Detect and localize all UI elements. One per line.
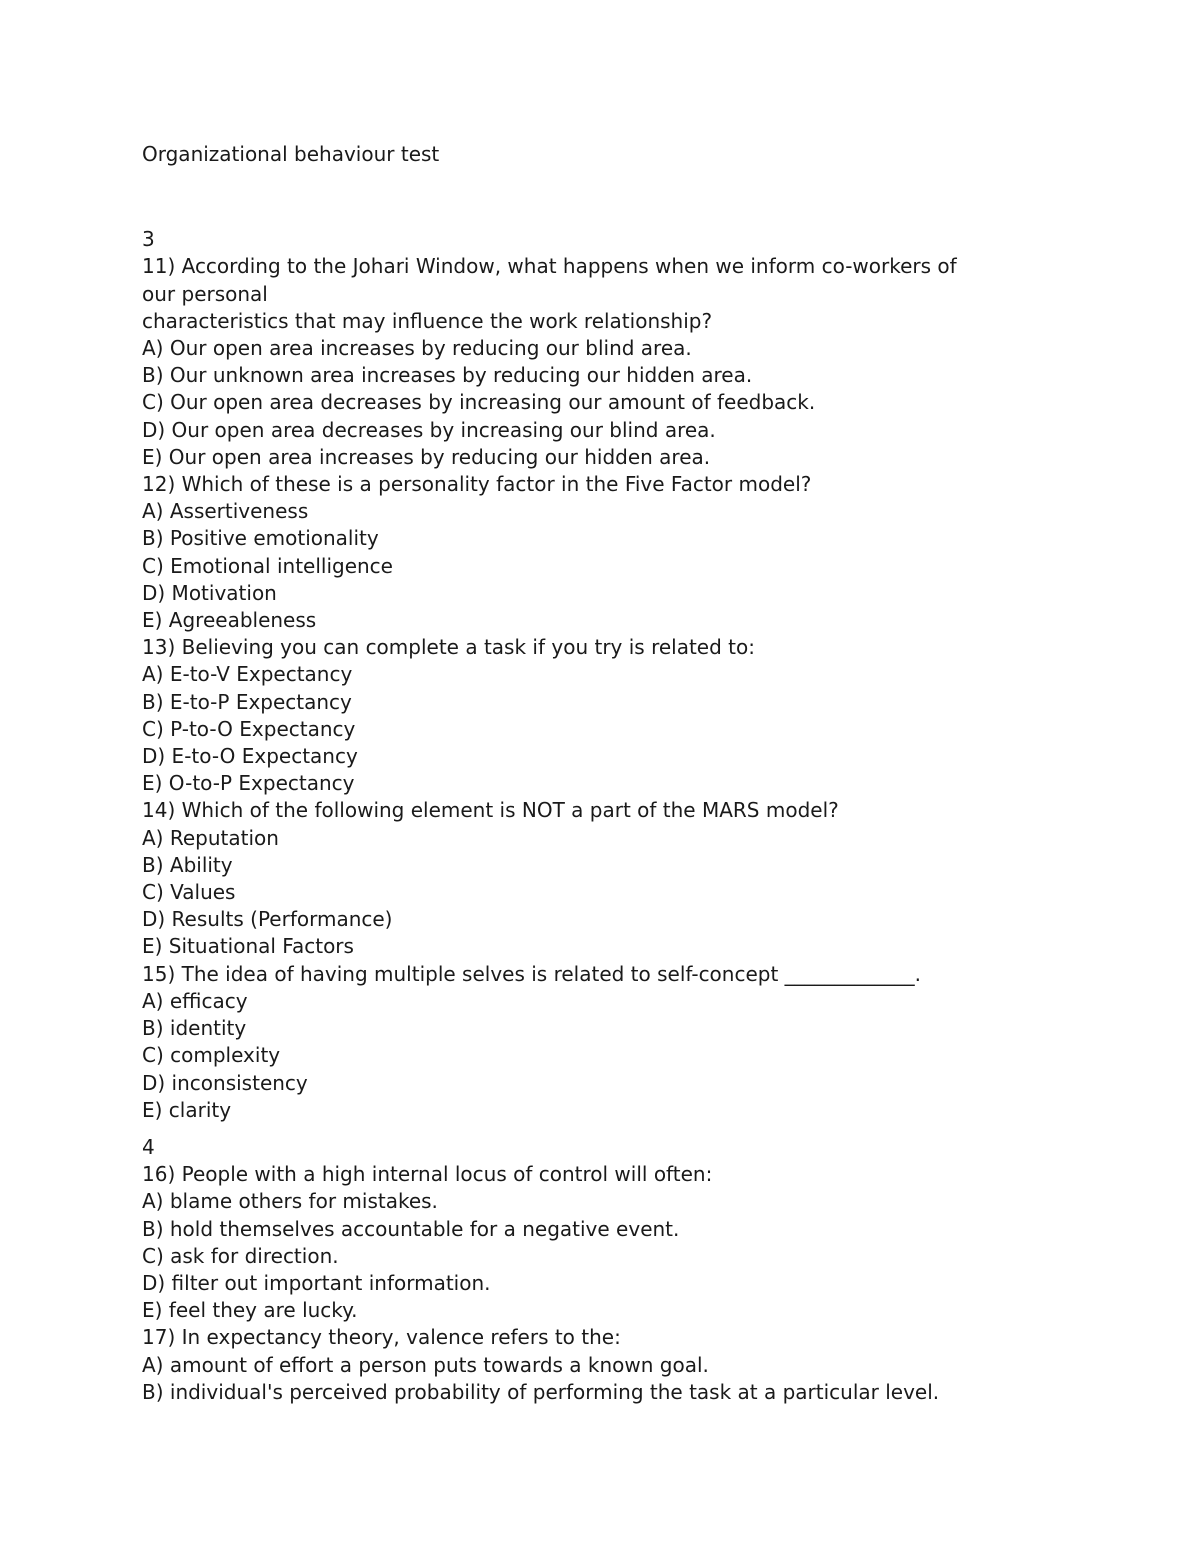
question-prompt-line: 12) Which of these is a personality factor in the Five Factor model? (142, 472, 812, 497)
answer-option: C) Our open area decreases by increasing our amount of feedback. (142, 390, 816, 415)
answer-option: B) Ability (142, 852, 233, 877)
answer-option: A) Our open area increases by reducing our blind area. (142, 336, 692, 361)
answer-option: E) feel they are lucky. (142, 1298, 358, 1323)
answer-option: B) Our unknown area increases by reducing our hidden area. (142, 363, 753, 388)
answer-option: A) blame others for mistakes. (142, 1189, 438, 1214)
answer-option: E) Situational Factors (142, 934, 354, 959)
question-prompt-line: 17) In expectancy theory, valence refers to the: (142, 1325, 621, 1350)
question-prompt-line: 14) Which of the following element is NOT a part of the MARS model? (142, 798, 839, 823)
answer-option: C) complexity (142, 1043, 281, 1068)
answer-option: D) Motivation (142, 580, 277, 605)
question-13 (142, 634, 1062, 797)
question-11 (142, 253, 1062, 471)
answer-option: E) Agreeableness (142, 608, 317, 633)
answer-option: C) ask for direction. (142, 1243, 339, 1268)
answer-option: C) Emotional intelligence (142, 553, 393, 578)
answer-option: E) clarity (142, 1097, 232, 1122)
section-gap (142, 1124, 1062, 1134)
section-page-4 (142, 1134, 1062, 1406)
answer-option: D) filter out important information. (142, 1270, 491, 1295)
answer-option: A) efficacy (142, 988, 248, 1013)
question-prompt-line: 13) Believing you can complete a task if you try is related to: (142, 635, 755, 660)
answer-option: B) hold themselves accountable for a negative event. (142, 1216, 680, 1241)
section-page-3 (142, 226, 1062, 1124)
question-prompt-line: 15) The idea of having multiple selves is related to self-concept _____________. (142, 961, 922, 986)
answer-option: B) Positive emotionality (142, 526, 379, 551)
answer-option: A) E-to-V Expectancy (142, 662, 353, 687)
question-17 (142, 1324, 1062, 1406)
answer-option: D) Results (Performance) (142, 907, 393, 932)
question-16 (142, 1161, 1062, 1324)
answer-option: D) inconsistency (142, 1070, 308, 1095)
document-content (142, 141, 1062, 1406)
answer-option: B) identity (142, 1016, 247, 1041)
question-prompt-line: characteristics that may influence the work relationship? (142, 308, 713, 333)
answer-option: D) Our open area decreases by increasing our blind area. (142, 417, 716, 442)
answer-option: C) Values (142, 880, 236, 905)
answer-option: C) P-to-O Expectancy (142, 716, 356, 741)
question-15 (142, 961, 1062, 1124)
answer-option: A) Assertiveness (142, 499, 309, 524)
document-title: Organizational behaviour test (142, 142, 440, 166)
answer-option: B) individual's perceived probability of performing the task at a particular level. (142, 1379, 940, 1404)
question-prompt-line: our personal (142, 281, 268, 306)
answer-option: D) E-to-O Expectancy (142, 744, 358, 769)
answer-option: E) Our open area increases by reducing our hidden area. (142, 444, 711, 469)
answer-option: A) amount of effort a person puts towards a known goal. (142, 1352, 709, 1377)
answer-option: A) Reputation (142, 825, 279, 850)
answer-option: E) O-to-P Expectancy (142, 771, 355, 796)
question-14 (142, 797, 1062, 960)
question-prompt-line: 16) People with a high internal locus of control will often: (142, 1162, 713, 1187)
answer-option: B) E-to-P Expectancy (142, 689, 352, 714)
page-number: 4 (142, 1134, 155, 1159)
question-prompt-line: 11) According to the Johari Window, what happens when we inform co-workers of (142, 254, 957, 279)
page-number: 3 (142, 227, 155, 252)
question-12 (142, 471, 1062, 634)
